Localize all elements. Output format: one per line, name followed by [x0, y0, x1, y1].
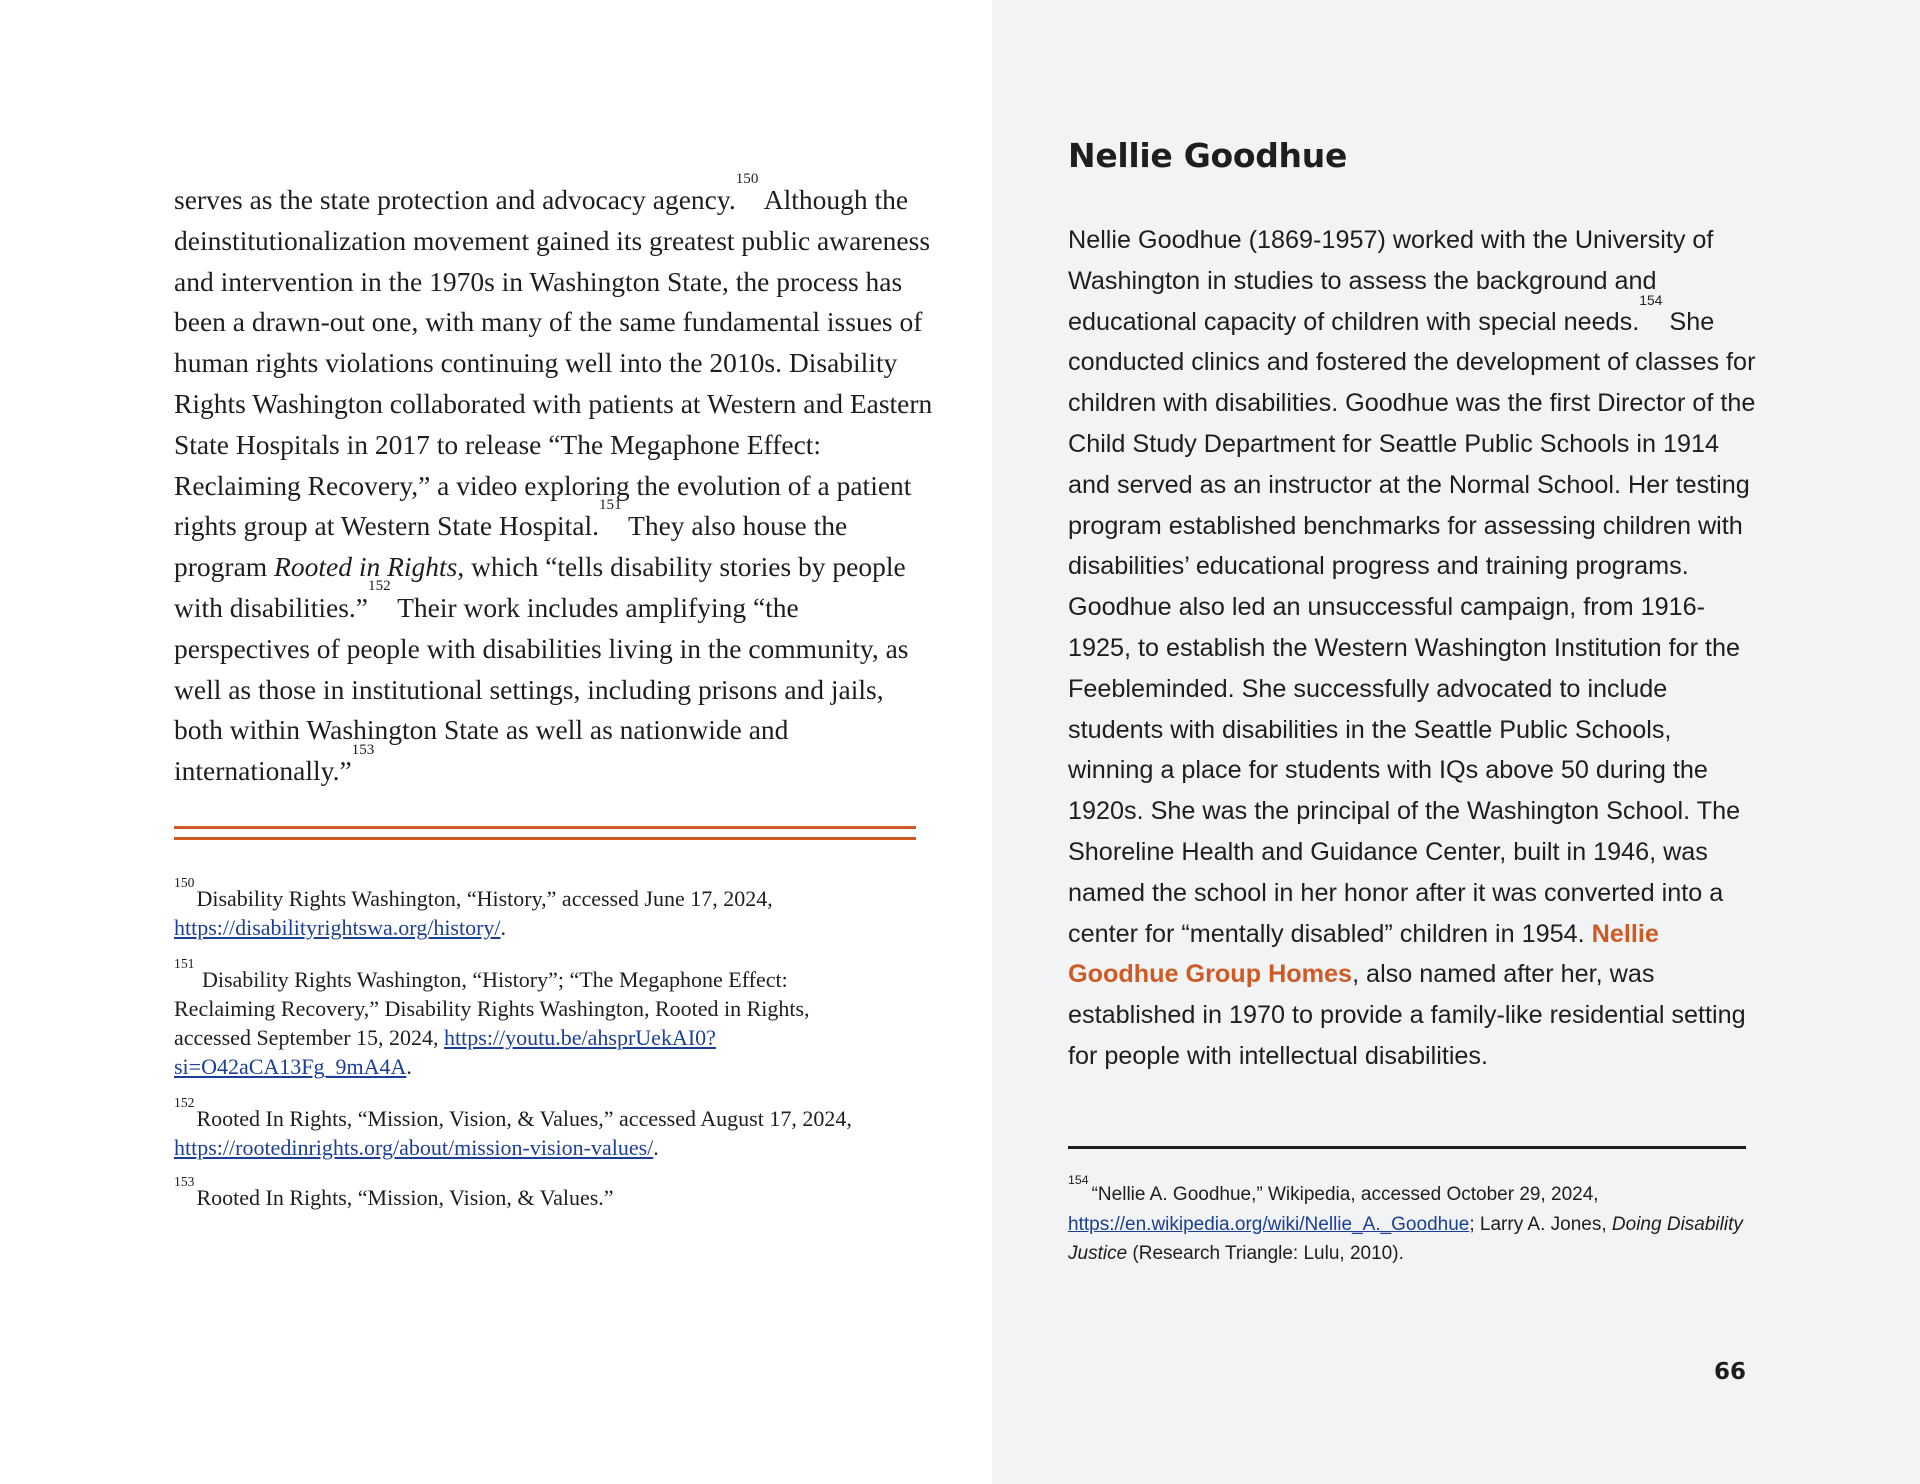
highlighted-term: Nellie Goodhue Group Homes	[1068, 919, 1659, 989]
footnote-152	[174, 1095, 914, 1162]
footnote-text: .	[653, 1135, 659, 1160]
footnote-ref-150[interactable]: 150	[735, 170, 759, 187]
footnote-link[interactable]: https://en.wikipedia.org/wiki/Nellie_A._Goodhue	[1068, 1213, 1470, 1235]
footnote-divider	[1068, 1146, 1746, 1149]
body-text: They also house the program	[174, 510, 848, 583]
footnote-ref-152[interactable]: 152	[368, 578, 391, 595]
footnote-text: Disability Rights Washington, “History”; “The Megaphone Effect: Reclaiming Recovery,” Disability Rights Washington, Rooted in Rights, accessed September 15, 2024,	[174, 967, 810, 1050]
section-heading: Nellie Goodhue	[1068, 136, 1348, 175]
footnote-number: 154	[1068, 1173, 1089, 1187]
footnote-link[interactable]: https://youtu.be/ahsprUekAI0?si=O42aCA13Fg_9mA4A	[174, 1025, 716, 1079]
footnote-number: 152	[174, 1095, 195, 1111]
footnote-number: 153	[174, 1174, 195, 1190]
body-text: Nellie Goodhue (1869-1957) worked with the University of Washington in studies to assess the background and educational capacity of children with special needs.	[1068, 226, 1714, 336]
footnote-divider-double	[174, 826, 916, 841]
body-text: , also named after her, was established in 1970 to provide a family-like residential setting for people with intellectual disabilities.	[1068, 960, 1746, 1070]
body-text: Their work includes amplifying “the perspectives of people with disabilities living in the community, as well as those in institutional settings, including prisons and jails, both within Washington State as well as nationwide and internationally.”	[174, 591, 909, 787]
footnote-link[interactable]: https://rootedinrights.org/about/mission-vision-values/	[174, 1135, 654, 1160]
footnote-number: 150	[174, 875, 195, 891]
body-text: , which “tells disability stories by people with disabilities.”	[174, 551, 906, 623]
footnote-text: “Nellie A. Goodhue,” Wikipedia, accessed October 29, 2024,	[1091, 1184, 1599, 1205]
footnote-link[interactable]: https://disabilityrightswa.org/history/	[174, 915, 501, 940]
footnote-153	[174, 1174, 914, 1212]
footnote-151	[174, 956, 814, 1081]
book-title-italic: Doing Disability Justice	[1068, 1213, 1743, 1264]
footnote-text: Rooted In Rights, “Mission, Vision, & Values,” accessed August 17, 2024,	[196, 1106, 852, 1131]
footnote-text: ; Larry A. Jones,	[1469, 1213, 1612, 1235]
footnote-ref-153[interactable]: 153	[351, 741, 375, 758]
body-text: Although the deinstitutionalization movement gained its greatest public awareness and intervention in the 1970s in Washington State, the process has been a drawn-out one, with many of the same fundamental issues of human rights violations continuing well into the 2010s. Disability Rights Washington collaborated with patients at Western and Eastern State Hospitals in 2017 to release “The Megaphone Effect: Reclaiming Recovery,” a video exploring the evolution of a patient rights group at Western State Hospital.	[174, 184, 933, 542]
footnote-text: .	[500, 915, 507, 940]
body-paragraph	[174, 170, 934, 792]
footnote-text: .	[406, 1054, 412, 1079]
biography-paragraph	[1068, 220, 1758, 1077]
page-number: 66	[1713, 1359, 1746, 1385]
body-text: serves as the state protection and advocacy agency.	[174, 184, 736, 215]
footnote-text: Rooted In Rights, “Mission, Vision, & Values.”	[196, 1185, 614, 1210]
divider-line-bottom	[174, 837, 916, 840]
program-title-italic: Rooted in Rights	[274, 551, 458, 583]
footnote-ref-154[interactable]: 154	[1639, 292, 1663, 309]
footnote-154	[1068, 1173, 1758, 1269]
footnote-ref-151[interactable]: 151	[599, 496, 622, 513]
footnote-text: Disability Rights Washington, “History,” accessed June 17, 2024,	[196, 886, 773, 911]
footnote-text: (Research Triangle: Lulu, 2010).	[1127, 1243, 1404, 1264]
body-text: She conducted clinics and fostered the development of classes for children with disabilities. Goodhue was the first Director of the Child Study Department for Seattle Public Schools in 1914 and served as an instructor at the Normal School. Her testing program established benchmarks for assessing children with disabilities’ educational progress and training programs. Goodhue also led an unsuccessful campaign, from 1916-1925, to establish the Western Washington Institution for the Feebleminded. She successfully advocated to include students with disabilities in the Seattle Public Schools, winning a place for students with IQs above 50 during the 1920s. She was the principal of the Washington School. The Shoreline Health and Guidance Center, built in 1946, was named the school in her honor after it was converted into a center for “mentally disabled” children in 1954.	[1068, 307, 1756, 948]
footnote-150	[174, 875, 914, 942]
footnote-number: 151	[174, 956, 195, 972]
divider-line-top	[174, 826, 916, 829]
